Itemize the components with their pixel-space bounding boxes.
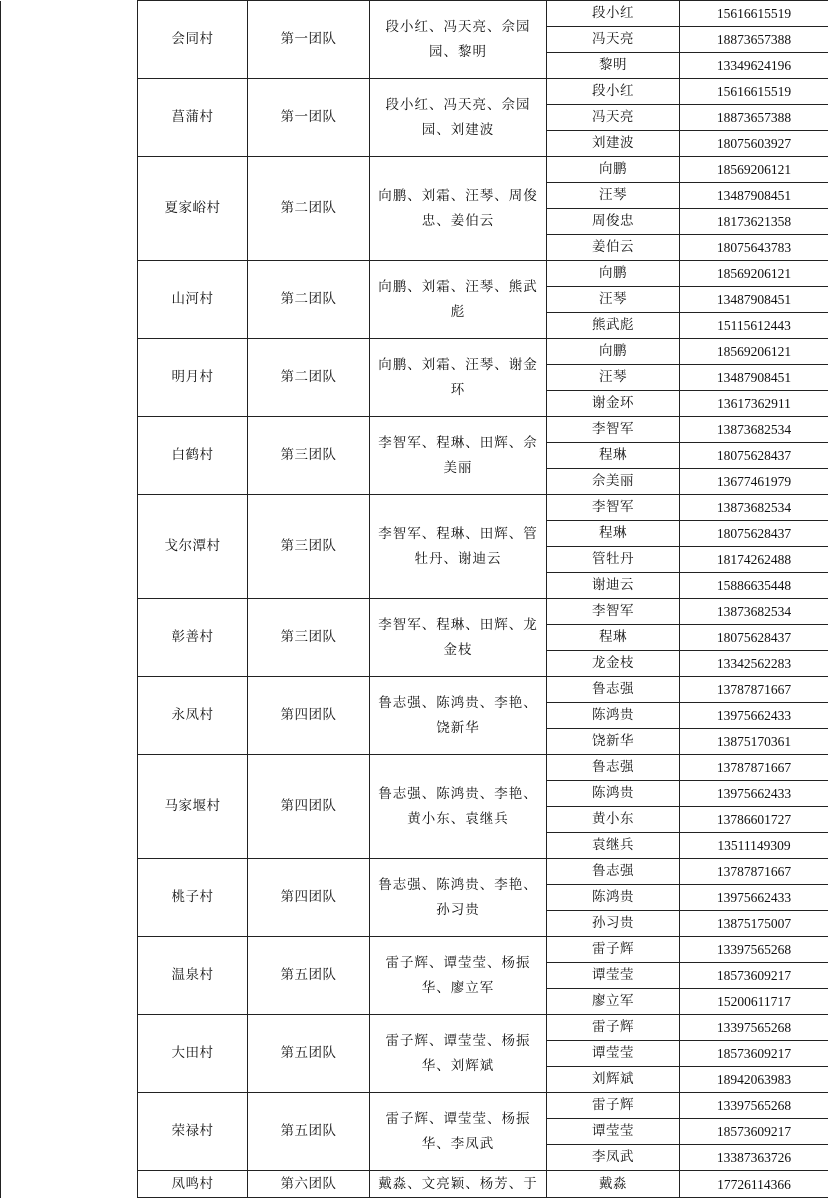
contact-name: 佘美丽 <box>547 469 680 495</box>
team-name: 第二团队 <box>248 157 370 261</box>
contact-name: 雷子辉 <box>547 937 680 963</box>
contact-name: 陈鸿贵 <box>547 885 680 911</box>
table-row <box>1 1171 828 1198</box>
village-name: 白鹤村 <box>138 417 248 495</box>
village-name: 大田村 <box>138 1015 248 1093</box>
contact-phone: 18573609217 <box>680 1119 828 1145</box>
contact-phone: 13487908451 <box>680 365 828 391</box>
table-row <box>1 755 828 781</box>
table-row <box>1 1015 828 1041</box>
village-name: 菖蒲村 <box>138 79 248 157</box>
contact-name: 雷子辉 <box>547 1015 680 1041</box>
contact-name: 李智军 <box>547 495 680 521</box>
contact-name: 李智军 <box>547 599 680 625</box>
margin-cell <box>1 417 138 495</box>
contact-phone: 13875170361 <box>680 729 828 755</box>
contact-name: 程琳 <box>547 443 680 469</box>
team-name: 第二团队 <box>248 339 370 417</box>
contact-name: 李凤武 <box>547 1145 680 1171</box>
table-row <box>1 417 828 443</box>
contact-phone: 18569206121 <box>680 339 828 365</box>
team-name: 第四团队 <box>248 755 370 859</box>
contact-phone: 18075628437 <box>680 521 828 547</box>
team-members: 雷子辉、谭莹莹、杨振华、廖立军 <box>370 937 547 1015</box>
team-name: 第三团队 <box>248 495 370 599</box>
table-row <box>1 495 828 521</box>
contact-name: 熊武彪 <box>547 313 680 339</box>
margin-cell <box>1 1015 138 1093</box>
contact-phone: 13787871667 <box>680 677 828 703</box>
contact-phone: 18873657388 <box>680 27 828 53</box>
contact-phone: 13873682534 <box>680 599 828 625</box>
table-row <box>1 937 828 963</box>
contact-phone: 13787871667 <box>680 755 828 781</box>
team-name: 第五团队 <box>248 937 370 1015</box>
margin-cell <box>1 495 138 599</box>
team-name: 第五团队 <box>248 1015 370 1093</box>
margin-cell <box>1 677 138 755</box>
margin-cell <box>1 339 138 417</box>
contact-phone: 18075603927 <box>680 131 828 157</box>
team-members: 鲁志强、陈鸿贵、李艳、饶新华 <box>370 677 547 755</box>
margin-cell <box>1 599 138 677</box>
contact-phone: 13349624196 <box>680 53 828 79</box>
table-row <box>1 1 828 27</box>
village-name: 山河村 <box>138 261 248 339</box>
contact-name: 段小红 <box>547 1 680 27</box>
team-name: 第一团队 <box>248 79 370 157</box>
contact-phone: 13387363726 <box>680 1145 828 1171</box>
margin-cell <box>1 937 138 1015</box>
contact-name: 冯天亮 <box>547 105 680 131</box>
village-name: 永凤村 <box>138 677 248 755</box>
table-row <box>1 261 828 287</box>
contact-name: 程琳 <box>547 521 680 547</box>
contact-phone: 13342562283 <box>680 651 828 677</box>
contact-phone: 18075643783 <box>680 235 828 261</box>
margin-cell <box>1 1171 138 1198</box>
table-row <box>1 677 828 703</box>
contact-name: 管牡丹 <box>547 547 680 573</box>
team-members: 雷子辉、谭莹莹、杨振华、刘辉斌 <box>370 1015 547 1093</box>
contact-phone: 13873682534 <box>680 417 828 443</box>
team-name: 第四团队 <box>248 677 370 755</box>
contact-name: 戴淼 <box>547 1171 680 1198</box>
table-row <box>1 1093 828 1119</box>
village-name: 桃子村 <box>138 859 248 937</box>
contact-phone: 18173621358 <box>680 209 828 235</box>
contact-name: 谢迪云 <box>547 573 680 599</box>
team-members: 鲁志强、陈鸿贵、李艳、黄小东、袁继兵 <box>370 755 547 859</box>
team-members: 段小红、冯天亮、佘园园、刘建波 <box>370 79 547 157</box>
contact-phone: 15616615519 <box>680 1 828 27</box>
team-members: 雷子辉、谭莹莹、杨振华、李凤武 <box>370 1093 547 1171</box>
margin-cell <box>1 1093 138 1171</box>
table-row <box>1 599 828 625</box>
contact-name: 陈鸿贵 <box>547 781 680 807</box>
village-name: 彰善村 <box>138 599 248 677</box>
table-row <box>1 859 828 885</box>
contact-name: 陈鸿贵 <box>547 703 680 729</box>
contact-name: 汪琴 <box>547 365 680 391</box>
contact-name: 程琳 <box>547 625 680 651</box>
margin-cell <box>1 859 138 937</box>
contact-name: 鲁志强 <box>547 859 680 885</box>
contact-phone: 13677461979 <box>680 469 828 495</box>
margin-cell <box>1 79 138 157</box>
village-name: 凤鸣村 <box>138 1171 248 1198</box>
team-name: 第二团队 <box>248 261 370 339</box>
team-name: 第四团队 <box>248 859 370 937</box>
contact-name: 汪琴 <box>547 287 680 313</box>
contact-name: 冯天亮 <box>547 27 680 53</box>
contact-name: 段小红 <box>547 79 680 105</box>
contact-name: 李智军 <box>547 417 680 443</box>
contact-phone: 13487908451 <box>680 183 828 209</box>
contact-name: 周俊忠 <box>547 209 680 235</box>
contact-phone: 13786601727 <box>680 807 828 833</box>
contact-name: 鲁志强 <box>547 755 680 781</box>
contact-name: 谭莹莹 <box>547 1119 680 1145</box>
contact-name: 汪琴 <box>547 183 680 209</box>
contact-phone: 18573609217 <box>680 1041 828 1067</box>
village-name: 荣禄村 <box>138 1093 248 1171</box>
team-name: 第三团队 <box>248 599 370 677</box>
contact-phone: 15115612443 <box>680 313 828 339</box>
contact-name: 刘建波 <box>547 131 680 157</box>
contact-name: 袁继兵 <box>547 833 680 859</box>
contact-phone: 13875175007 <box>680 911 828 937</box>
team-members: 李智军、程琳、田辉、龙金枝 <box>370 599 547 677</box>
team-members: 向鹏、刘霜、汪琴、周俊忠、姜伯云 <box>370 157 547 261</box>
contact-name: 黄小东 <box>547 807 680 833</box>
team-members: 李智军、程琳、田辉、管牡丹、谢迪云 <box>370 495 547 599</box>
team-name: 第六团队 <box>248 1171 370 1198</box>
contact-phone: 13975662433 <box>680 703 828 729</box>
contact-phone: 18075628437 <box>680 443 828 469</box>
contact-name: 廖立军 <box>547 989 680 1015</box>
contact-name: 黎明 <box>547 53 680 79</box>
contact-phone: 18075628437 <box>680 625 828 651</box>
contact-phone: 13487908451 <box>680 287 828 313</box>
contact-name: 谭莹莹 <box>547 963 680 989</box>
contact-phone: 13397565268 <box>680 1093 828 1119</box>
team-name: 第一团队 <box>248 1 370 79</box>
contact-name: 谢金环 <box>547 391 680 417</box>
contact-phone: 18942063983 <box>680 1067 828 1093</box>
contact-phone: 13397565268 <box>680 937 828 963</box>
team-members: 向鹏、刘霜、汪琴、谢金环 <box>370 339 547 417</box>
table-row <box>1 339 828 365</box>
table-row <box>1 79 828 105</box>
contact-phone: 18569206121 <box>680 157 828 183</box>
contact-name: 谭莹莹 <box>547 1041 680 1067</box>
contact-name: 向鹏 <box>547 157 680 183</box>
contact-name: 孙习贵 <box>547 911 680 937</box>
contact-name: 刘辉斌 <box>547 1067 680 1093</box>
contact-phone: 18569206121 <box>680 261 828 287</box>
contact-name: 龙金枝 <box>547 651 680 677</box>
contact-phone: 15886635448 <box>680 573 828 599</box>
contact-phone: 13975662433 <box>680 781 828 807</box>
team-members: 段小红、冯天亮、佘园园、黎明 <box>370 1 547 79</box>
margin-cell <box>1 755 138 859</box>
margin-cell <box>1 157 138 261</box>
contact-phone: 13975662433 <box>680 885 828 911</box>
team-members: 向鹏、刘霜、汪琴、熊武彪 <box>370 261 547 339</box>
team-name: 第五团队 <box>248 1093 370 1171</box>
roster-body <box>1 1 828 1198</box>
contact-name: 姜伯云 <box>547 235 680 261</box>
margin-cell <box>1 261 138 339</box>
contact-name: 向鹏 <box>547 339 680 365</box>
contact-phone: 17726114366 <box>680 1171 828 1198</box>
contact-phone: 18573609217 <box>680 963 828 989</box>
contact-name: 向鹏 <box>547 261 680 287</box>
village-name: 戈尔潭村 <box>138 495 248 599</box>
margin-cell <box>1 1 138 79</box>
contact-phone: 15200611717 <box>680 989 828 1015</box>
village-name: 夏家峪村 <box>138 157 248 261</box>
contact-phone: 13873682534 <box>680 495 828 521</box>
contact-name: 饶新华 <box>547 729 680 755</box>
contact-phone: 13397565268 <box>680 1015 828 1041</box>
village-name: 马家堰村 <box>138 755 248 859</box>
contact-phone: 13617362911 <box>680 391 828 417</box>
table-row <box>1 157 828 183</box>
village-name: 温泉村 <box>138 937 248 1015</box>
contact-phone: 13511149309 <box>680 833 828 859</box>
contact-name: 鲁志强 <box>547 677 680 703</box>
team-members: 戴淼、文亮颖、杨芳、于 <box>370 1171 547 1198</box>
contact-phone: 18873657388 <box>680 105 828 131</box>
team-members: 李智军、程琳、田辉、佘美丽 <box>370 417 547 495</box>
team-members: 鲁志强、陈鸿贵、李艳、孙习贵 <box>370 859 547 937</box>
contact-phone: 18174262488 <box>680 547 828 573</box>
contact-phone: 15616615519 <box>680 79 828 105</box>
contact-name: 雷子辉 <box>547 1093 680 1119</box>
contact-phone: 13787871667 <box>680 859 828 885</box>
village-name: 会同村 <box>138 1 248 79</box>
village-name: 明月村 <box>138 339 248 417</box>
team-name: 第三团队 <box>248 417 370 495</box>
